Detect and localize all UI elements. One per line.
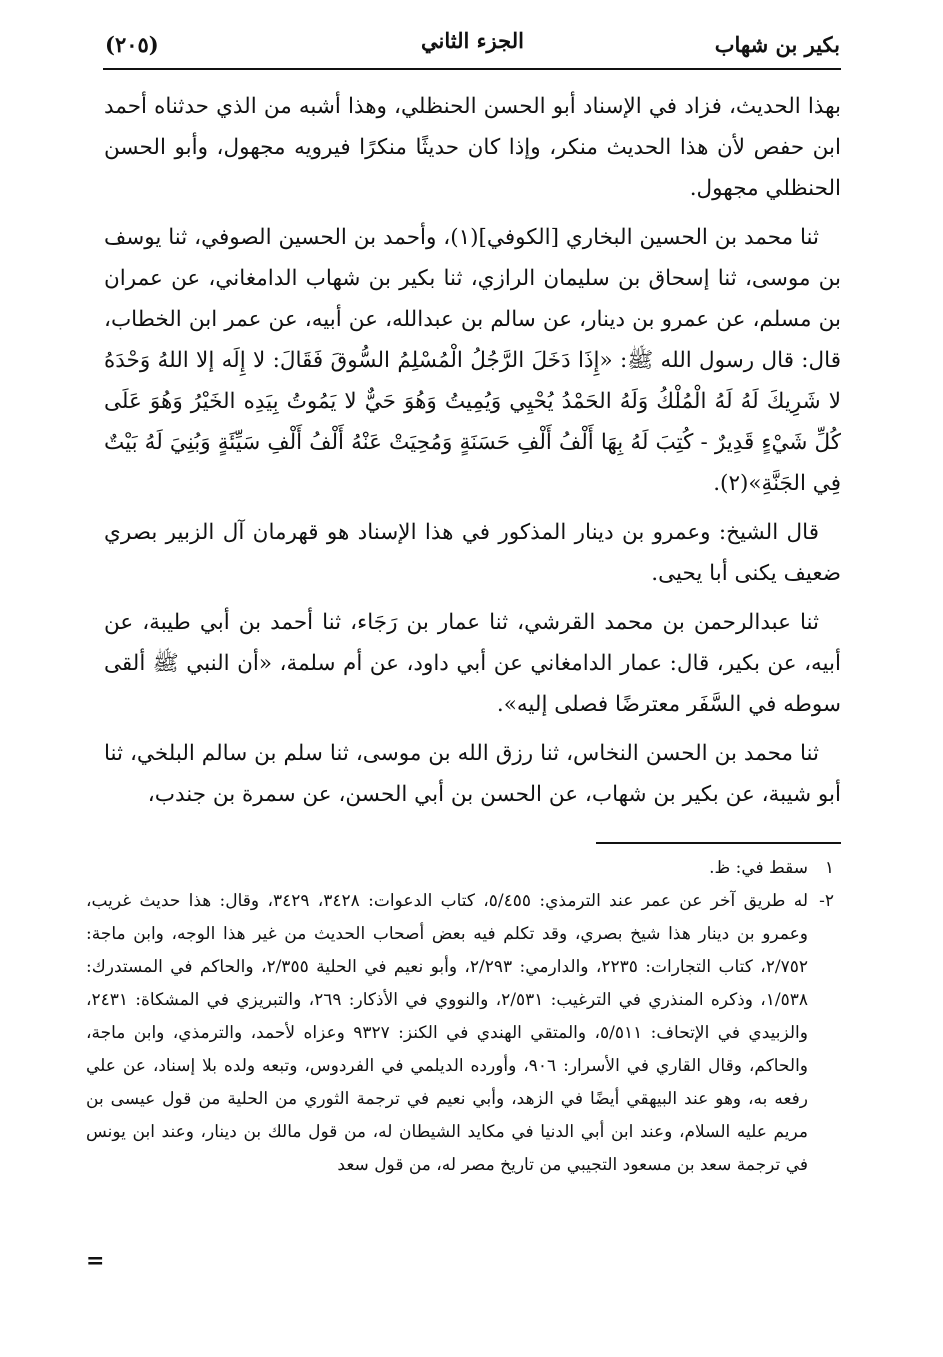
continuation-mark: =	[86, 1248, 105, 1274]
paragraph: ثنا محمد بن الحسن النخاس، ثنا رزق الله بن موسى، ثنا سلم بن سالم البلخي، ثنا أبو شيبة، عن بكير بن شهاب، عن الحسن بن أبي الحسن، عن سمرة بن جندب،	[104, 741, 841, 807]
footnote	[86, 885, 834, 1182]
paragraph: ثنا عبدالرحمن بن محمد القرشي، ثنا عمار بن رَجَاء، ثنا أحمد بن أبي طيبة، عن أبيه، عن بكير، قال: عمار الدامغاني عن أبي داود، عن أم سلمة، «أن النبي ﷺ ألقى سوطه في السَّفَر معترضًا فصلى إليه».	[104, 610, 841, 717]
page-header	[105, 26, 840, 68]
footnote-number: ٢-	[819, 891, 834, 911]
footnote	[86, 852, 834, 885]
footnote-rule	[596, 842, 841, 844]
volume-title: الجزء الثاني	[421, 28, 524, 53]
paragraph: ثنا محمد بن الحسين البخاري [الكوفي](١)، وأحمد بن الحسين الصوفي، ثنا يوسف بن موسى، ثنا إسحاق بن سليمان الرازي، ثنا بكير بن شهاب الدامغاني، عن عمران بن مسلم، عن عمرو بن دينار، عن سالم بن عبدالله، عن أبيه، عن عمر ابن الخطاب، قال: قال رسول الله ﷺ: «إِذَا دَخَلَ الرَّجُلُ الْمُسْلِمُ السُّوقَ فَقَالَ: لا إِلَه إلا اللهُ وَحْدَهُ لا شَرِيكَ لَهُ لَهُ الْمُلْكُ وَلَهُ الحَمْدُ يُحْيِي وَيُمِيتُ وَهُوَ حَيٌّ لا يَمُوتُ بِيَدِه الخَيْرُ وَهُوَ عَلَى كُلِّ شَيْءٍ قَدِيرٌ - كُتِبَ لَهُ بِهَا أَلْفُ أَلْفِ حَسَنَةٍ وَمُحِيَتْ عَنْهُ أَلْفُ أَلْفِ سَيِّئَةٍ وَبُنِيَ لَهُ بَيْتٌ فِي الجَنَّةِ»(٢).	[104, 225, 841, 496]
paragraph: بهذا الحديث، فزاد في الإسناد أبو الحسن الحنظلي، وهذا أشبه من الذي حدثناه أحمد ابن حفص لأن هذا الحديث منكر، وإذا كان حديثًا منكرًا فيرويه مجهول، وأبو الحسن الحنظلي مجهول.	[104, 94, 841, 201]
chapter-title: بكير بن شهاب	[714, 32, 840, 57]
header-rule	[103, 68, 841, 70]
main-text	[104, 86, 841, 823]
footnote-text: سقط في: ظ.	[709, 858, 808, 878]
footnote-text: له طريق آخر عن عمر عند الترمذي: ٥/٤٥٥، كتاب الدعوات: ٣٤٢٨، ٣٤٢٩، وقال: هذا حديث غريب، وعمرو بن دينار هذا شيخ بصري، وقد تكلم فيه بعض أصحاب الحديث من غير هذا الوجه، وابن ماجة: ٢/٧٥٢، كتاب التجارات: ٢٢٣٥، والدارمي: ٢/٢٩٣، وأبو نعيم في الحلية ٢/٣٥٥، والحاكم في المستدرك: ١/٥٣٨، وذكره المنذري في الترغيب: ٢/٥٣١، والنووي في الأذكار: ٢٦٩، والتبريزي في المشكاة: ٢٤٣١، والزبيدي في الإتحاف: ٥/٥١١، والمتقي الهندي في الكنز: ٩٣٢٧ وعزاه لأحمد، والترمذي، وابن ماجة، والحاكم، وقال القاري في الأسرار: ٩٠٦، وأورده الديلمي في الفردوس، وتبعه ولده بلا إسناد، عن علي رفعه به، وهو عند البيهقي أيضًا في الزهد، وأبي نعيم في ترجمة الثوري من الحلية من قول عيسى بن مريم عليه السلام، وعند ابن أبي الدنيا في مكايد الشيطان له، من قول مالك بن دينار، وعند ابن يونس في ترجمة سعد بن مسعود التجيبي من تاريخ مصر له، من قول سعد	[86, 891, 809, 1175]
page-number: (٢٠٥)	[105, 32, 159, 57]
footnote-number: ١	[824, 858, 834, 878]
footnotes	[86, 852, 834, 1182]
paragraph: قال الشيخ: وعمرو بن دينار المذكور في هذا الإسناد هو قهرمان آل الزبير بصري ضعيف يكنى أبا يحيى.	[104, 520, 841, 586]
